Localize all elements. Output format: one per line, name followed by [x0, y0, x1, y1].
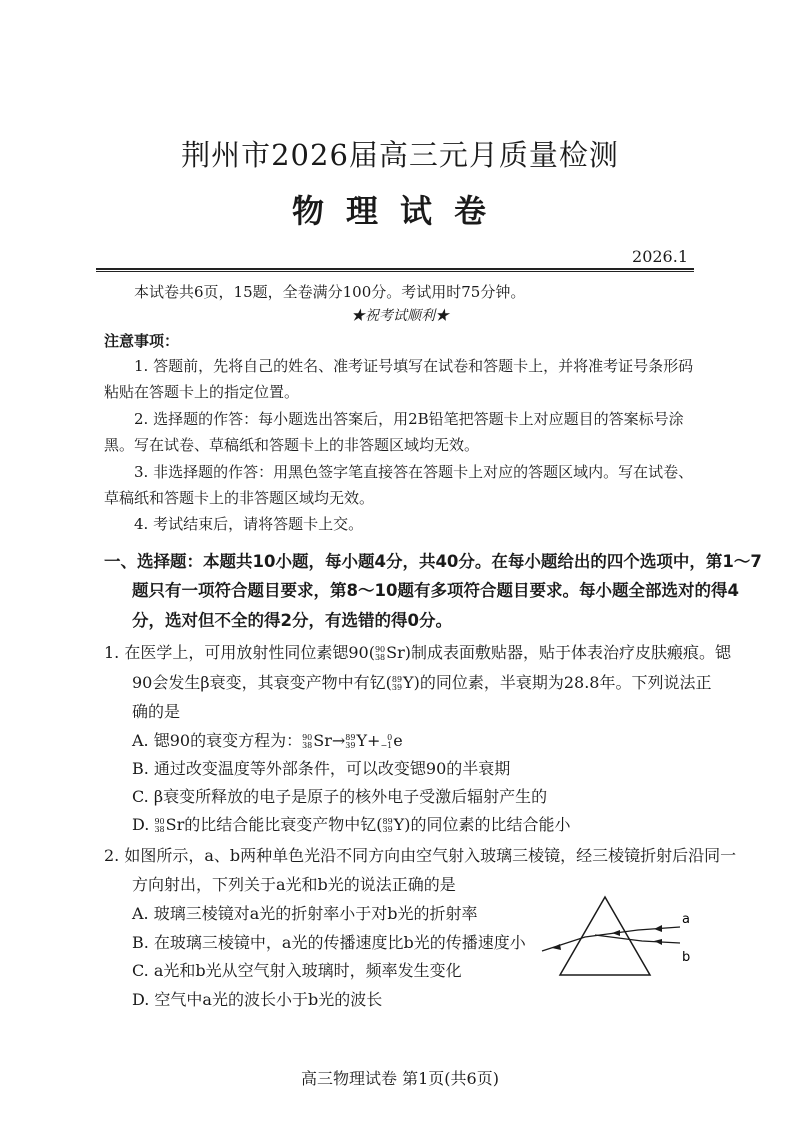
- note-line: 2. 选择题的作答：每小题选出答案后，用2B铅笔把答题卡上对应题目的答案标号涂: [134, 410, 684, 428]
- section-instruction: 一、选择题：本题共10小题，每小题4分，共40分。在每小题给出的四个选项中，第1～7: [104, 552, 762, 571]
- isotope-y89: 89 39: [345, 732, 356, 750]
- q1-text: 1. 在医学上，可用放射性同位素锶90(: [104, 643, 375, 662]
- q1-text: Sr)制成表面敷贴器，贴于体表治疗皮肤瘢痕。锶: [386, 643, 732, 662]
- note-line: 3. 非选择题的作答：用黑色签字笔直接答在答题卡上对应的答题区域内。写在试卷、: [134, 463, 694, 481]
- header-rule-thin: [96, 271, 694, 272]
- option-text: e: [393, 731, 403, 750]
- page-footer: 高三物理试卷 第1页(共6页): [301, 1069, 499, 1088]
- note-line: 粘贴在答题卡上的指定位置。: [104, 383, 300, 401]
- q1-option-a: [132, 728, 403, 751]
- question-2-stem: 方向射出，下列关于a光和b光的说法正确的是: [132, 875, 456, 894]
- q1-option-c: C. β衰变所释放的电子是原子的核外电子受激后辐射产生的: [132, 787, 548, 806]
- option-text: D.: [132, 815, 155, 834]
- q2-option-c: C. a光和b光从空气射入玻璃时，频率发生变化: [132, 961, 462, 980]
- option-text: Y+: [356, 731, 381, 750]
- q1-text: 90会发生β衰变，其衰变产物中有钇(: [132, 673, 392, 692]
- option-text: Sr: [165, 815, 185, 834]
- q1-option-d: [132, 812, 570, 835]
- q2-option-b: B. 在玻璃三棱镜中，a光的传播速度比b光的传播速度小: [132, 933, 526, 952]
- arrow-icon: [654, 925, 662, 932]
- note-line: 4. 考试结束后，请将答题卡上交。: [134, 515, 364, 533]
- label-b: b: [682, 950, 691, 965]
- q2-option-d: D. 空气中a光的波长小于b光的波长: [132, 990, 383, 1009]
- header-rule-thick: [96, 268, 694, 270]
- q1-option-b: B. 通过改变温度等外部条件，可以改变锶90的半衰期: [132, 759, 511, 778]
- note-line: 1. 答题前，先将自己的姓名、准考证号填写在试卷和答题卡上，并将准考证号条形码: [134, 357, 694, 375]
- exam-date: 2026.1: [632, 247, 688, 266]
- electron-symbol: 0 −1: [380, 732, 393, 750]
- note-line: 黑。写在试卷、草稿纸和答题卡上的非答题区域均无效。: [104, 436, 480, 454]
- notes-heading: 注意事项：: [104, 332, 180, 350]
- question-1-stem: 确的是: [132, 702, 181, 721]
- q1-text: Y)的同位素，半衰期为28.8年。下列说法正: [403, 673, 712, 692]
- question-1-stem: [132, 670, 711, 693]
- question-1-stem: [104, 640, 731, 663]
- light-ray-b: [595, 935, 680, 943]
- isotope-sr90: 90 38: [374, 644, 386, 662]
- exam-wish: ★祝考试顺利★: [351, 308, 449, 324]
- prism-figure: [530, 885, 700, 985]
- isotope-y89: 89 39: [382, 816, 393, 834]
- note-line: 草稿纸和答题卡上的非答题区域均无效。: [104, 489, 375, 507]
- arrow-icon: →: [331, 731, 346, 750]
- option-text: Y)的同位素的比结合能小: [393, 815, 571, 834]
- option-text: 的比结合能比衰变产物中钇(: [184, 815, 383, 834]
- option-text: A. 锶90的衰变方程为：: [132, 731, 303, 750]
- exam-title: 荆州市2026届高三元月质量检测: [181, 138, 619, 172]
- subject-title: 物理试卷: [291, 192, 508, 230]
- option-text: Sr: [313, 731, 332, 750]
- question-2-stem: 2. 如图所示，a、b两种单色光沿不同方向由空气射入玻璃三棱镜，经三棱镜折射后沿同一: [104, 846, 737, 865]
- q2-option-a: A. 玻璃三棱镜对a光的折射率小于对b光的折射率: [132, 904, 478, 923]
- arrow-icon: [612, 930, 620, 936]
- label-a: a: [682, 912, 690, 927]
- isotope-sr90: 90 38: [154, 816, 165, 834]
- isotope-y89: 89 39: [391, 674, 403, 692]
- section-instruction: 题只有一项符合题目要求，第8～10题有多项符合题目要求。每小题全部选对的得4: [132, 581, 739, 600]
- exam-summary: 本试卷共6页，15题，全卷满分100分。考试用时75分钟。: [134, 283, 526, 301]
- isotope-sr90: 90 38: [302, 732, 313, 750]
- section-instruction: 分，选对但不全的得2分，有选错的得0分。: [132, 611, 452, 630]
